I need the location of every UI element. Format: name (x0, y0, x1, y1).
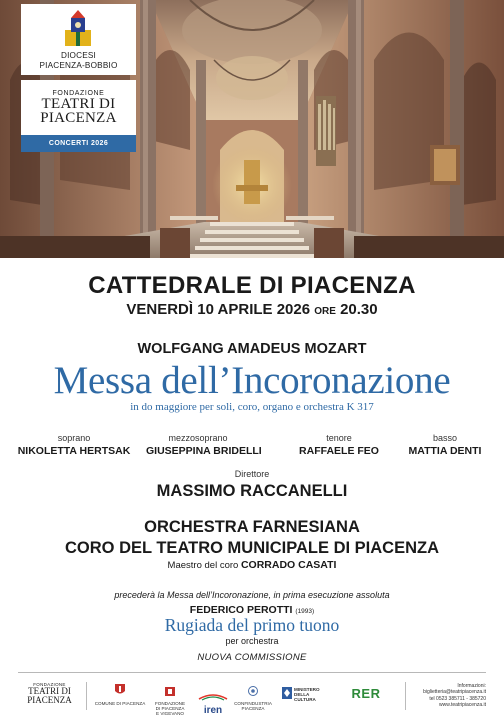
event-day: VENERDÌ 10 APRILE 2026 (126, 301, 311, 318)
confindustria-line-1: CONFINDUSTRIA (234, 701, 272, 706)
soloist-role: tenore (326, 433, 352, 443)
iren-label: iren (203, 705, 223, 716)
choir-master-label: Maestro del coro (167, 560, 239, 571)
iren-swoosh-icon (198, 693, 228, 701)
ministero-line-1: MINISTERO (294, 687, 320, 692)
info-email[interactable]: biglietteria@teatripiacenza.it (423, 689, 486, 696)
ministero-emblem-icon (282, 687, 292, 699)
teatri-line-2: PIACENZA (40, 110, 117, 126)
teatri-piacenza-logo (21, 80, 136, 152)
event-time: 20.30 (340, 301, 378, 318)
soloist-role: mezzosoprano (168, 433, 228, 443)
director-name: MASSIMO RACCANELLI (156, 482, 348, 500)
comune-label: COMUNE DI PIACENZA (94, 701, 146, 706)
teatri-line-1: TEATRI DI (41, 96, 116, 112)
venue-title: CATTEDRALE DI PIACENZA (88, 272, 416, 299)
fondazione-mark-icon (165, 687, 175, 696)
soloist-role: basso (432, 433, 458, 443)
fondazione-line-1: FONDAZIONE (154, 701, 186, 706)
ministero-line-2: DELLA (294, 692, 310, 698)
footer-teatri-line-1: TEATRI DI (28, 686, 71, 696)
prelude-intro: precederà la Messa dell’Incoronazione, in prima esecuzione assoluta (114, 590, 390, 600)
choir-master-name: CORRADO CASATI (240, 559, 337, 571)
new-commission-label: NUOVA COMMISSIONE (197, 652, 307, 663)
soloist-mezzosoprano (146, 433, 262, 457)
diocesi-emblem-icon (63, 10, 93, 48)
footer-separator (405, 682, 406, 710)
fondazione-line-3: E VIGEVANO (156, 711, 184, 717)
choir-name: CORO DEL TEATRO MUNICIPALE DI PIACENZA (64, 539, 439, 557)
ministero-line-3: CULTURA (294, 697, 316, 703)
prelude-composer-year: (1993) (295, 608, 315, 615)
soloist-name: RAFFAELE FEO (299, 445, 379, 457)
fondazione-line-2: DI PIACENZA (155, 706, 185, 712)
info-website[interactable]: www.teatripiacenza.it (439, 702, 486, 709)
comune-piacenza-logo (94, 683, 146, 706)
work-title: Messa dell’Incoronazione (53, 359, 451, 402)
footer-contact-info (423, 683, 486, 709)
prelude-composer-name: FEDERICO PEROTTI (189, 604, 293, 616)
confindustria-mark-icon (248, 686, 258, 696)
soloist-soprano (14, 433, 134, 457)
confindustria-logo (234, 683, 272, 711)
footer-teatri-line-2: PIACENZA (27, 695, 72, 705)
concerti-band: CONCERTI 2026 (21, 135, 136, 152)
info-label: Informazioni: (457, 683, 486, 689)
ministero-cultura-logo (282, 687, 326, 703)
director-label: Direttore (234, 469, 270, 479)
footer-teatri-small: FONDAZIONE (33, 682, 66, 687)
footer-divider (18, 672, 486, 673)
soloist-name: GIUSEPPINA BRIDELLI (146, 445, 262, 457)
soloist-role: soprano (57, 433, 91, 443)
soloist-name: NIKOLETTA HERTSAK (17, 445, 131, 457)
work-subtitle: in do maggiore per soli, coro, organo e orchestra K 317 (130, 401, 374, 413)
prelude-work-title: Rugiada del primo tuono (164, 615, 340, 635)
info-phone: tel 0523 385711 - 385720 (429, 695, 486, 702)
soloist-tenore (292, 433, 386, 457)
choir-master (0, 559, 504, 571)
diocesi-logo (21, 4, 136, 75)
rer-label: RER (351, 686, 381, 701)
fondazione-piacenza-logo (152, 683, 188, 717)
footer-separator (86, 682, 87, 710)
comune-crest-icon (115, 684, 125, 696)
diocesi-line-1: DIOCESI (60, 51, 97, 60)
orchestra-name: ORCHESTRA FARNESIANA (144, 518, 360, 536)
regione-er-logo (342, 687, 390, 701)
soloist-basso (400, 433, 490, 457)
confindustria-line-2: PIACENZA (241, 706, 265, 712)
prelude-instrumentation: per orchestra (225, 636, 279, 646)
event-date (0, 301, 504, 318)
soloist-name: MATTIA DENTI (408, 445, 482, 457)
iren-logo (196, 688, 230, 715)
diocesi-line-2: PIACENZA-BOBBIO (39, 60, 118, 70)
teatri-fondazione-label: FONDAZIONE (52, 90, 105, 97)
footer-teatri-logo (22, 682, 77, 705)
composer-name: WOLFGANG AMADEUS MOZART (137, 341, 367, 357)
event-ore-label: ORE (314, 306, 336, 317)
